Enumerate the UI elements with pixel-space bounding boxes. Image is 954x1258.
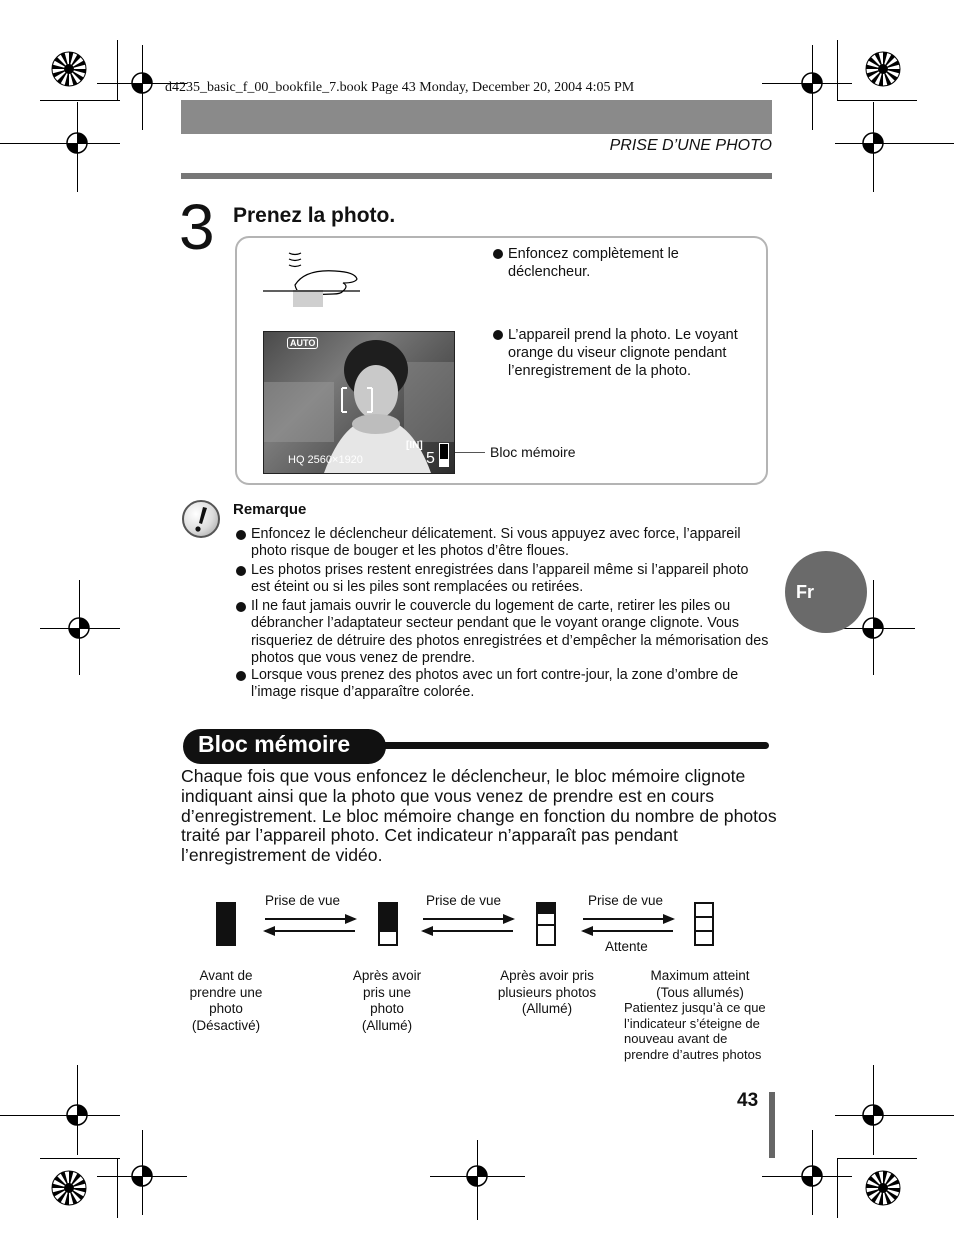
wait-label: Attente: [605, 939, 648, 954]
arrow-label: Prise de vue: [265, 893, 341, 908]
page-number-bar: [769, 1092, 775, 1158]
camera-screen-photo: [263, 331, 455, 474]
remarque-title: Remarque: [233, 501, 307, 518]
language-tab-label: Fr: [796, 582, 814, 602]
memory-block-empty-icon: [216, 902, 236, 946]
state-caption: Après avoir pris plusieurs photos (Allumé): [497, 968, 597, 1016]
section-heading: [183, 729, 386, 764]
page-number: 43: [737, 1090, 759, 1111]
auto-mode-badge: AUTO: [287, 337, 318, 349]
step-bullet: Enfoncez complètement le déclencheur.: [508, 245, 748, 281]
arrow-label: Prise de vue: [426, 893, 502, 908]
shots-remaining: 5: [426, 450, 435, 467]
state-caption: Avant de prendre une photo (Désactivé): [189, 968, 263, 1033]
state-caption: Maximum atteint (Tous allumés): [650, 968, 750, 1000]
section-heading-text: Bloc mémoire: [198, 731, 351, 757]
language-tab: [785, 551, 867, 633]
step-bullet: L’appareil prend la photo. Le voyant orange du viseur clignote pendant l’enregistrement de la photo.: [508, 326, 758, 380]
arrow-label: Prise de vue: [588, 893, 664, 908]
step-number: 3: [179, 191, 215, 263]
callout-label: Bloc mémoire: [490, 444, 576, 460]
transition-arrows: [255, 910, 695, 940]
memory-gauge-icon: [439, 443, 449, 467]
remarque-item: Il ne faut jamais ouvrir le couvercle du logement de carte, retirer les piles ou débrancher l’adaptateur secteur pendant que le voyant orange clignote. Vous risqueriez de détruire des photos enregistrées et d’empêcher la mémorisation des photos que vous venez de prendre.: [251, 598, 771, 667]
section-title: PRISE D’UNE PHOTO: [609, 137, 772, 154]
memory-label: [IN]: [406, 440, 423, 451]
remarque-item: Enfoncez le déclencheur délicatement. Si vous appuyez avec force, l’appareil photo risque de bouger et les photos d’être floues.: [251, 526, 771, 561]
step-title: Prenez la photo.: [233, 204, 396, 227]
shutter-press-illustration: [260, 245, 370, 310]
memory-block-full-icon: [694, 902, 714, 946]
header-rule: [181, 173, 772, 179]
remarque-item: Les photos prises restent enregistrées dans l’appareil même si l’appareil photo est éteint ou si les piles sont remplacées ou retirées.: [251, 562, 771, 597]
warning-icon: [182, 500, 220, 538]
remarque-item: Lorsque vous prenez des photos avec un fort contre-jour, la zone d’ombre de l’image risque d’apparaître colorée.: [251, 667, 771, 702]
state-note: Patientez jusqu’à ce que l’indicateur s’éteigne de nouveau avant de prendre d’autres photos: [624, 1000, 766, 1062]
book-header-line: d4235_basic_f_00_bookfile_7.book Page 43 Monday, December 20, 2004 4:05 PM: [165, 80, 635, 95]
bloc-paragraph: Chaque fois que vous enfoncez le déclencheur, le bloc mémoire clignote indiquant ainsi que la photo que vous venez de prendre est en cours d’enregistrement. Le bloc mémoire change en fonction du nombre de photos traité par l’appareil photo. Cet indicateur n’apparaît pas pendant l’enregistrement de vidéo.: [181, 766, 777, 866]
section-heading-rule: [380, 742, 769, 749]
quality-readout: HQ 2560×1920: [288, 454, 363, 466]
state-caption: Après avoir pris une photo (Allumé): [352, 968, 422, 1033]
header-bar: [181, 100, 772, 134]
callout-line: [455, 452, 485, 453]
